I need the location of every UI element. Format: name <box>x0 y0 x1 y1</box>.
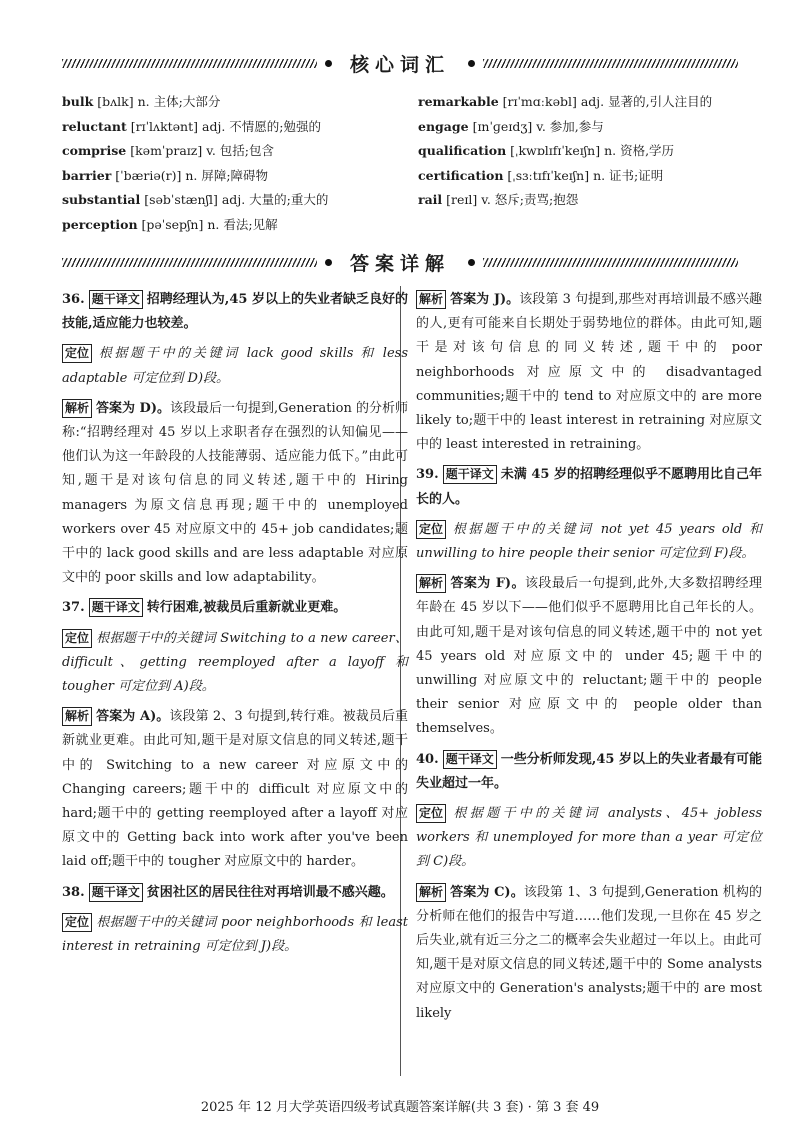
question-36-analysis: 解析 答案为 D)。该段最后一句提到,Generation 的分析师称:“招聘经理对 45 岁以上求职者存在强烈的认知偏见——他们认为这一年龄段的人技能薄弱、适应能力低下。”由此可知,题干是对该句信息的同义转述,题干中的 Hiring managers 为原文信息再现;题干中的 unemployed workers over 45 对应原文中的 45+ job candidates;题干中的 lack good skills and are less adaptable 对应原文中的 poor skills and low adaptability。 <box>62 400 408 586</box>
analysis-tag: 解析 <box>62 707 92 726</box>
hatch-rule-left <box>62 258 317 267</box>
translation-tag: 题干译文 <box>89 290 143 309</box>
analysis-tag: 解析 <box>416 290 446 309</box>
analysis-tag: 解析 <box>416 574 446 593</box>
question-38-analysis: 解析 答案为 J)。该段第 3 句提到,那些对再培训最不感兴趣的人,更有可能来自长期处于弱势地位的群体。由此可知,题干是对该句信息的同义转述,题干中的 poor neighborhoods 对应原文中的 disadvantaged communities;题干中的 tend to 对应原文中的 are more likely to;题干中的 least interest in retraining 对应原文中的 least interested in retraining。 <box>416 292 763 453</box>
question-39-locate: 定位 根据题干中的关键词 not yet 45 years old 和 unwilling to hire people their senior 可定位到 F)段。 <box>416 521 762 562</box>
vocab-section-header <box>62 46 738 80</box>
analysis-tag: 解析 <box>62 399 92 418</box>
question-37-analysis: 解析 答案为 A)。该段第 2、3 句提到,转行难。被裁员后重新就业更难。由此可知,题干是对原文信息的同义转述,题干中的 Switching to a new career 对应原文中的 Changing careers;题干中的 difficult 对应原文中的 hard;题干中的 getting reemployed after a layoff 对应原文中的 Getting back into work after you've been laid off;题干中的 tougher 对应原文中的 harder。 <box>62 709 408 870</box>
page-footer: 2025 年 12 月大学英语四级考试真题答案详解(共 3 套) · 第 3 套 49 <box>200 1100 600 1115</box>
vocab-list-right <box>418 90 748 213</box>
vocab-entry: rail [reɪl] v. 怒斥;责骂;抱怨 <box>418 192 579 207</box>
question-40-translation: 40. 题干译文 一些分析师发现,45 岁以上的失业者最有可能失业超过一年。 <box>416 751 762 791</box>
vocab-entry: certification [ˌsɜːtɪfɪˈkeɪʃn] n. 证书;证明 <box>418 167 664 183</box>
vocab-entry: reluctant [rɪˈlʌktənt] adj. 不情愿的;勉强的 <box>62 118 321 134</box>
hatch-rule-right <box>483 59 738 68</box>
vocab-entry: substantial [səbˈstænʃl] adj. 大量的;重大的 <box>62 192 329 207</box>
analysis-tag: 解析 <box>416 883 446 902</box>
locate-tag: 定位 <box>62 629 92 648</box>
locate-tag: 定位 <box>62 913 92 932</box>
question-40-locate: 定位 根据题干中的关键词 analysts、45+ jobless workers 和 unemployed for more than a year 可定位到 C)段。 <box>416 806 762 870</box>
vocab-entry: perception [pəˈsepʃn] n. 看法;见解 <box>62 216 278 232</box>
answers-section-header <box>62 245 738 279</box>
question-38-translation: 38. 题干译文 贫困社区的居民往往对再培训最不感兴趣。 <box>62 884 394 900</box>
vocab-entry: remarkable [rɪˈmɑːkəbl] adj. 显著的,引人注目的 <box>418 94 713 109</box>
hatch-rule-right <box>483 258 738 267</box>
vocab-list-left <box>62 90 402 237</box>
answers-column-right <box>416 288 762 1032</box>
locate-tag: 定位 <box>416 804 446 823</box>
translation-tag: 题干译文 <box>443 750 497 769</box>
translation-tag: 题干译文 <box>89 883 143 902</box>
translation-tag: 题干译文 <box>443 465 497 484</box>
bullet-dot <box>468 259 475 266</box>
question-39-translation: 39. 题干译文 未满 45 岁的招聘经理似乎不愿聘用比自己年长的人。 <box>416 467 762 507</box>
vocab-entry: qualification [ˌkwɒlɪfɪˈkeɪʃn] n. 资格,学历 <box>418 143 675 158</box>
question-40-analysis: 解析 答案为 C)。该段第 1、3 句提到,Generation 机构的分析师在他们的报告中写道……他们发现,一旦你在 45 岁之后失业,就有近三分之二的概率会失业超过一年以上。由此可知,题干是对原文信息的同义转述,题干中的 Some analysts 对应原文中的 Generation's analysts;题干中的 are most likely <box>416 884 762 1021</box>
question-38-locate: 定位 根据题干中的关键词 poor neighborhoods 和 least interest in retraining 可定位到 J)段。 <box>62 914 408 955</box>
answers-column-left <box>62 288 408 965</box>
question-36-translation: 36. 题干译文 招聘经理认为,45 岁以上的失业者缺乏良好的技能,适应能力也较差。 <box>62 292 408 332</box>
question-39-analysis: 解析 答案为 F)。该段最后一句提到,此外,大多数招聘经理年龄在 45 岁以下——他们似乎不愿聘用比自己年长的人。由此可知,题干是对该句信息的同义转述,题干中的 not yet 45 years old 对应原文中的 under 45;题干中的 unwilling 对应原文中的 reluctant;题干中的 people their senior 对应原文中的 people older than themselves。 <box>416 576 762 737</box>
locate-tag: 定位 <box>416 520 446 539</box>
vocab-entry: engage [ɪnˈɡeɪdʒ] v. 参加,参与 <box>418 118 604 134</box>
question-36-locate: 定位 根据题干中的关键词 lack good skills 和 less adaptable 可定位到 D)段。 <box>62 346 408 386</box>
vocab-entry: barrier [ˈbæriə(r)] n. 屏障;障碍物 <box>62 167 269 183</box>
bullet-dot <box>468 60 475 67</box>
vocab-entry: comprise [kəmˈpraɪz] v. 包括;包含 <box>62 143 274 158</box>
locate-tag: 定位 <box>62 344 92 363</box>
bullet-dot <box>325 60 332 67</box>
hatch-rule-left <box>62 59 317 68</box>
translation-tag: 题干译文 <box>89 598 143 617</box>
question-37-translation: 37. 题干译文 转行困难,被裁员后重新就业更难。 <box>62 600 347 616</box>
vocab-section-title: 核心词汇 <box>350 53 451 76</box>
bullet-dot <box>325 259 332 266</box>
question-37-locate: 定位 根据题干中的关键词 Switching to a new career、difficult、getting reemployed after a layoff 和 tougher 可定位到 A)段。 <box>62 630 408 695</box>
answers-section-title: 答案详解 <box>350 252 451 275</box>
vocab-entry: bulk [bʌlk] n. 主体;大部分 <box>62 94 221 109</box>
